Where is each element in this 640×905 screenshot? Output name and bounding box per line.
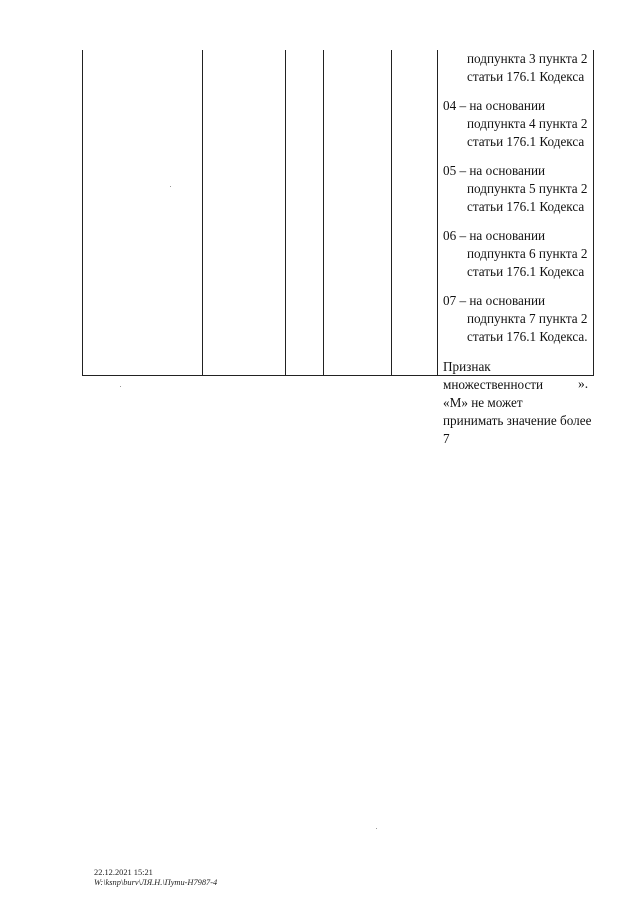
document-footer — [94, 868, 217, 888]
continuation-line-2: статьи 176.1 Кодекса — [467, 69, 585, 84]
code-entry-line: статьи 176.1 Кодекса — [467, 134, 585, 149]
code-entry-heading: 07 – на основании — [443, 293, 546, 308]
code-entry-line: подпункта 7 пункта 2 — [467, 311, 588, 326]
code-entry-line: статьи 176.1 Кодекса — [467, 199, 585, 214]
code-entry-line: статьи 176.1 Кодекса. — [467, 329, 588, 344]
continuation-table — [82, 50, 594, 446]
code-entry-04 — [443, 97, 593, 151]
scan-speck — [170, 186, 171, 187]
footer-timestamp: 22.12.2021 15:21 — [94, 868, 153, 877]
column-divider-2 — [285, 50, 286, 375]
continuation-line-1: подпункта 3 пункта 2 — [467, 51, 588, 66]
column-divider-4 — [391, 50, 392, 375]
closing-quote: ». — [578, 376, 589, 391]
code-entry-line: подпункта 5 пункта 2 — [467, 181, 588, 196]
code-entry-heading: 05 – на основании — [443, 163, 546, 178]
note-line: «М» не может — [443, 395, 523, 410]
scan-speck — [376, 828, 377, 829]
footer-file-path: W:\ksnp\burv\ЛЯ.Н.\Пути-Н7987-4 — [94, 878, 218, 887]
code-entry-heading: 04 – на основании — [443, 98, 546, 113]
multiplicity-note — [443, 358, 593, 448]
code-entry-line: статьи 176.1 Кодекса — [467, 264, 585, 279]
continuation-text — [443, 50, 593, 86]
code-entry-heading: 06 – на основании — [443, 228, 546, 243]
description-column — [438, 50, 593, 446]
code-entry-05 — [443, 162, 593, 216]
code-entry-line: подпункта 4 пункта 2 — [467, 116, 588, 131]
code-entry-line: подпункта 6 пункта 2 — [467, 246, 588, 261]
column-divider-1 — [202, 50, 203, 375]
note-line: Признак множественности — [443, 359, 544, 392]
code-entry-07 — [443, 292, 593, 346]
note-line: принимать значение более 7 — [443, 413, 592, 446]
code-entry-06 — [443, 227, 593, 281]
scan-speck — [120, 386, 121, 387]
column-divider-3 — [323, 50, 324, 375]
